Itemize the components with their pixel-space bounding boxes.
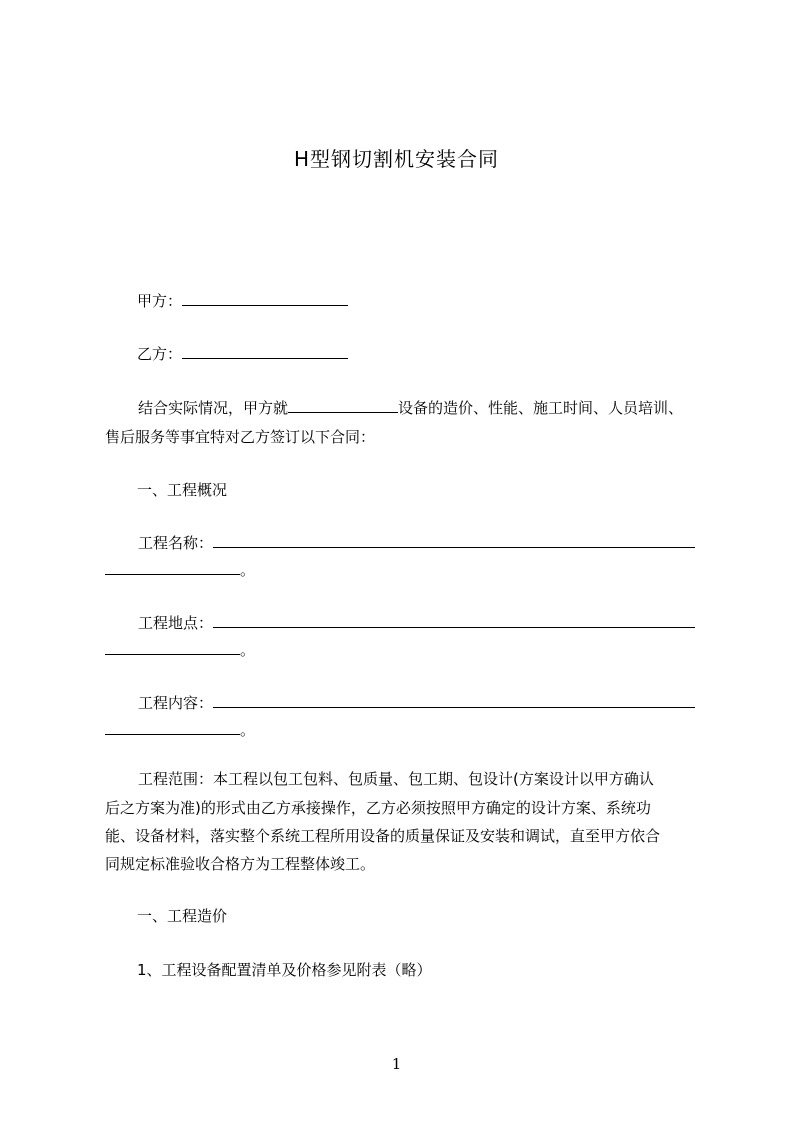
section-2-heading: 一、工程造价 xyxy=(137,907,228,925)
scope-line-2: 后之方案为准)的形式由乙方承接操作，乙方必须按照甲方确定的设计方案、系统功 xyxy=(105,799,651,817)
project-name-blank-2 xyxy=(105,560,240,575)
intro-text-1: 结合实际情况，甲方就 xyxy=(138,399,289,417)
scope-line-1: 工程范围：本工程以包工包料、包质量、包工期、包设计(方案设计以甲方确认 xyxy=(138,770,654,788)
section-1-heading: 一、工程概况 xyxy=(137,481,228,499)
project-location-blank-2 xyxy=(105,640,240,655)
page-number: 1 xyxy=(391,1055,402,1073)
party-b-label: 乙方： xyxy=(137,345,183,363)
period: 。 xyxy=(240,721,256,739)
equipment-blank xyxy=(288,398,398,413)
project-name-blank xyxy=(213,533,695,548)
scope-line-3: 能、设备材料，落实整个系统工程所用设备的质量保证及安装和调试，直至甲方依合 xyxy=(105,827,661,845)
project-content-line-2 xyxy=(105,720,255,740)
project-content-blank-2 xyxy=(105,720,240,735)
project-location-label: 工程地点： xyxy=(138,614,214,632)
party-a-label: 甲方： xyxy=(137,292,183,310)
party-b-line xyxy=(137,344,348,364)
project-name-line xyxy=(138,533,695,553)
item-1: 1、工程设备配置清单及价格参见附表（略） xyxy=(137,961,432,979)
project-content-label: 工程内容： xyxy=(138,694,214,712)
party-b-blank xyxy=(182,344,348,359)
project-name-line-2 xyxy=(105,560,255,580)
period: 。 xyxy=(240,641,256,659)
project-content-blank xyxy=(213,693,695,708)
scope-line-4: 同规定标准验收合格方为工程整体竣工。 xyxy=(105,855,376,873)
project-content-line xyxy=(138,693,695,713)
intro-text-2: 设备的造价、性能、施工时间、人员培训、 xyxy=(398,399,684,417)
intro-line-1 xyxy=(138,398,683,418)
period: 。 xyxy=(240,561,256,579)
intro-line-2: 售后服务等事宜特对乙方签订以下合同： xyxy=(105,428,376,446)
party-a-line xyxy=(137,291,348,311)
project-location-blank xyxy=(213,613,695,628)
project-location-line xyxy=(138,613,695,633)
project-name-label: 工程名称： xyxy=(138,534,214,552)
contract-title: H型钢切割机安装合同 xyxy=(293,147,500,171)
project-location-line-2 xyxy=(105,640,255,660)
party-a-blank xyxy=(182,291,348,306)
